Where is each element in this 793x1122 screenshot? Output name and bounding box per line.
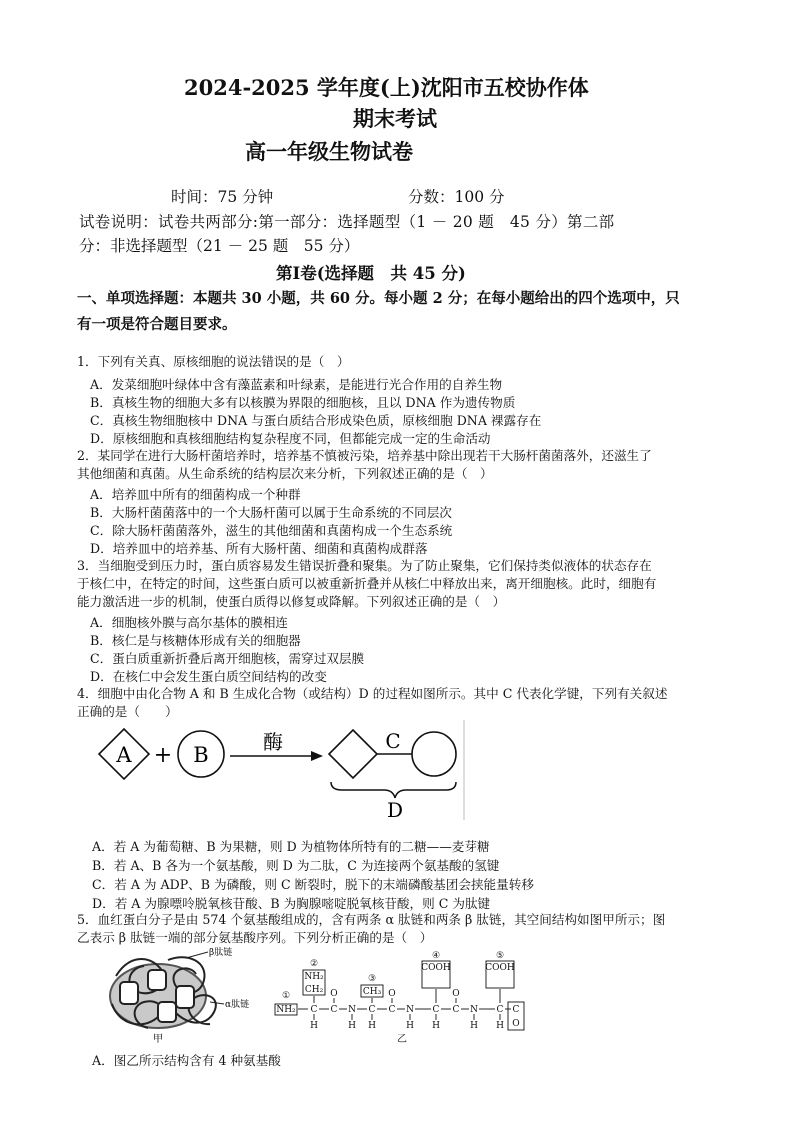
exam-title-line2: 期末考试: [353, 106, 437, 131]
q2-option-b: B．大肠杆菌菌落中的一个大肠杆菌可以属于生命系统的不同层次: [90, 505, 452, 520]
q4-diagram-brace: [331, 782, 456, 798]
q3-option-b: B．核仁是与核糖体形成有关的细胞器: [90, 633, 301, 648]
q1-stem: 1．下列有关真、原核细胞的说法错误的是（ ）: [77, 354, 350, 369]
q5-yi-o2: O: [388, 989, 396, 999]
q5-yi-n1: N: [348, 1005, 356, 1015]
q2-option-d: D．培养皿中的培养基、所有大肠杆菌、细菌和真菌构成群落: [90, 541, 428, 556]
q4-diagram-label-d: D: [386, 798, 404, 820]
q5-yi-c7: C: [496, 1005, 504, 1015]
q4-option-a: A．若 A 为葡萄糖、B 为果糖，则 D 为植物体所特有的二糖——麦芽糖: [92, 839, 490, 854]
q5-yi-c6: C: [452, 1005, 460, 1015]
q4-option-c: C．若 A 为 ADP、B 为磷酸，则 C 断裂时，脱下的末端磷酸基团会挟能量转移: [92, 877, 534, 892]
q5-yi-num4: ④: [431, 951, 441, 961]
q5-yi-h2: H: [348, 1021, 356, 1031]
q5-yi-nh2-side: NH₂: [304, 972, 324, 982]
q4-stem-line2: 正确的是（ ）: [77, 704, 178, 719]
q5-yi-c4: C: [388, 1005, 396, 1015]
q5-yi-num2: ②: [309, 959, 319, 969]
section-title: 第Ⅰ卷(选择题 共 45 分): [276, 264, 466, 283]
q5-yi-cooh-side2: COOH: [485, 963, 515, 973]
q5-yi-c3: C: [368, 1005, 376, 1015]
exam-title-line3: 高一年级生物试卷: [245, 139, 413, 164]
q5-yi-h1: H: [310, 1021, 318, 1031]
q5-yi-ch2-side: CH₂: [304, 985, 324, 995]
q3-option-a: A．细胞核外膜与高尔基体的膜相连: [90, 615, 289, 630]
q5-yi-num5: ⑤: [495, 951, 505, 961]
q1-option-b: B．真核生物的细胞大多有以核膜为界限的细胞核，且以 DNA 作为遗传物质: [90, 395, 516, 410]
q2-option-c: C．除大肠杆菌菌落外，滋生的其他细菌和真菌构成一个生态系统: [90, 523, 453, 538]
exam-score: 分数：100 分: [408, 188, 505, 206]
q4-diagram-plus: +: [153, 743, 173, 768]
q5-yi-num3: ③: [367, 974, 377, 984]
q3-option-d: D．在核仁中会发生蛋白质空间结构的改变: [90, 669, 327, 684]
q5-figure-yi-peptide: [272, 946, 530, 1044]
section-instruction-line1: 一、单项选择题：本题共 30 小题，共 60 分。每小题 2 分；在每小题给出的四个选项中，只: [77, 290, 680, 307]
q4-diagram-diamond-product: [329, 730, 377, 778]
q5-yi-nh2-terminal: NH₂: [276, 1005, 296, 1015]
q5-figure-jia-beta-label: β肽链: [209, 948, 233, 958]
q5-yi-caption: 乙: [397, 1034, 407, 1044]
q4-diagram-enzyme-label: 酶: [263, 730, 283, 754]
q5-yi-o3: O: [452, 989, 460, 999]
exam-title-line1: 2024-2025 学年度(上)沈阳市五校协作体: [184, 75, 589, 100]
q4-option-d: D．若 A 为腺嘌呤脱氧核苷酸、B 为胸腺嘧啶脱氧核苷酸，则 C 为肽键: [92, 896, 491, 911]
q5-yi-h5: H: [432, 1021, 440, 1031]
q4-diagram-label-c: C: [385, 729, 401, 753]
q5-yi-c1: C: [310, 1005, 318, 1015]
q1-option-c: C．真核生物细胞核中 DNA 与蛋白质结合形成染色质，原核细胞 DNA 裸露存在: [90, 413, 542, 428]
q3-option-c: C．蛋白质重新折叠后离开细胞核，需穿过双层膜: [90, 651, 365, 666]
q5-yi-c8: C: [512, 1005, 520, 1015]
q5-yi-h4: H: [406, 1021, 414, 1031]
q5-yi-h3: H: [368, 1021, 376, 1031]
q4-diagram-arrow-head: [311, 751, 323, 761]
q5-yi-h7: H: [496, 1021, 504, 1031]
section-instruction-line2: 有一项是符合题目要求。: [77, 316, 237, 333]
q4-diagram-label-a: A: [116, 743, 132, 767]
q5-stem-line2: 乙表示 β 肽链一端的部分氨基酸序列。下列分析正确的是（ ）: [77, 930, 433, 945]
q5-yi-n2: N: [406, 1005, 414, 1015]
q4-stem-line1: 4．细胞中由化合物 A 和 B 生成化合物（或结构）D 的过程如图所示。其中 C 代表化学键，下列有关叙述: [77, 686, 668, 701]
q5-yi-h6: H: [470, 1021, 478, 1031]
q4-diagram-label-b: B: [193, 743, 209, 767]
q2-stem-line2: 其他细菌和真菌。从生命系统的结构层次来分析，下列叙述正确的是（ ）: [77, 466, 493, 481]
q4-option-b: B．若 A、B 各为一个氨基酸，则 D 为二肽，C 为连接两个氨基酸的氢键: [92, 858, 500, 873]
exam-time: 时间：75 分钟: [171, 188, 274, 206]
q5-yi-c2: C: [330, 1005, 338, 1015]
q5-figure-jia-alpha-label: α肽链: [225, 1000, 250, 1010]
q5-yi-n3: N: [470, 1005, 478, 1015]
q5-option-a: A．图乙所示结构含有 4 种氨基酸: [92, 1053, 281, 1068]
q5-yi-o4: O: [512, 1019, 520, 1029]
q3-stem-line1: 3．当细胞受到压力时，蛋白质容易发生错误折叠和聚集。为了防止聚集，它们保持类似液体的状态存在: [77, 558, 652, 573]
q2-stem-line1: 2．某同学在进行大肠杆菌培养时，培养基不慎被污染，培养基中除出现若干大肠杆菌菌落外，还滋生了: [77, 448, 652, 463]
q3-stem-line3: 能力激活进一步的机制，使蛋白质得以修复或降解。下列叙述正确的是（ ）: [77, 594, 506, 609]
q5-yi-o1: O: [330, 989, 338, 999]
q5-yi-ch3-side: CH₃: [362, 987, 382, 997]
q5-figure-jia-caption: 甲: [153, 1034, 163, 1044]
q4-reaction-diagram: [90, 720, 470, 820]
q5-yi-c5: C: [432, 1005, 440, 1015]
q5-figure-jia-beta-leader: [186, 952, 208, 958]
exam-note-line1: 试卷说明：试卷共两部分:第一部分：选择题型（1 － 20 题 45 分）第二部: [79, 213, 615, 231]
q1-option-d: D．原核细胞和真核细胞结构复杂程度不同，但都能完成一定的生命活动: [90, 431, 491, 446]
q4-diagram-circle-product: [412, 732, 456, 776]
q5-figure-jia-hemoglobin: [98, 946, 268, 1044]
q3-stem-line2: 于核仁中，在特定的时间，这些蛋白质可以被重新折叠并从核仁中释放出来，离开细胞核。此时，细胞有: [77, 576, 657, 591]
q5-figure-jia-alpha-leader: [210, 1002, 224, 1004]
q5-yi-cooh-side1: COOH: [421, 963, 451, 973]
q5-stem-line1: 5．血红蛋白分子是由 574 个氨基酸组成的，含有两条 α 肽链和两条 β 肽链，其空间结构如图甲所示；图: [77, 912, 666, 927]
q5-yi-num1: ①: [281, 991, 291, 1001]
exam-note-line2: 分：非选择题型（21 － 25 题 55 分）: [79, 237, 360, 255]
q1-option-a: A．发菜细胞叶绿体中含有藻蓝素和叶绿素，是能进行光合作用的自养生物: [90, 377, 503, 392]
q2-option-a: A．培养皿中所有的细菌构成一个种群: [90, 487, 301, 502]
